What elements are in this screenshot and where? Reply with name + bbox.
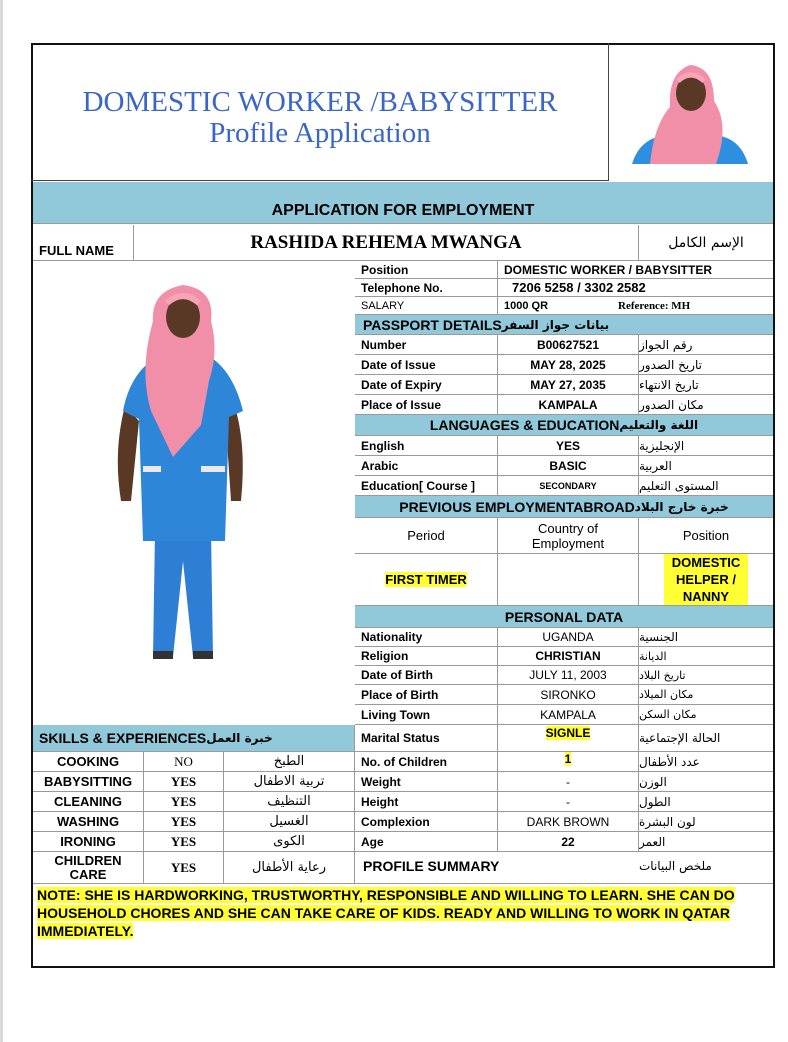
passport-value: KAMPALA bbox=[498, 395, 639, 415]
passport-label-ar: مكان الصدور bbox=[639, 395, 773, 415]
previous-position-value: DOMESTIC HELPER / NANNY bbox=[664, 554, 748, 605]
personal-value: KAMPALA bbox=[498, 705, 639, 725]
personal-label: Age bbox=[355, 832, 498, 852]
skill-value: YES bbox=[144, 772, 224, 792]
passport-label: Date of Issue bbox=[355, 355, 498, 375]
education-label-ar: المستوى التعليم bbox=[639, 476, 773, 496]
passport-heading-ar: بيانات جواز السفر bbox=[501, 317, 610, 332]
personal-label-ar: الطول bbox=[639, 792, 773, 812]
summary-note-box bbox=[37, 886, 771, 940]
language-label-ar: الإنجليزية bbox=[639, 436, 773, 456]
skill-value: YES bbox=[144, 792, 224, 812]
col-position-header: Position bbox=[639, 518, 773, 554]
personal-value: SIGNLE bbox=[545, 726, 591, 740]
personal-value: - bbox=[498, 792, 639, 812]
col-country-header: Country of Employment bbox=[498, 518, 639, 554]
passport-value: MAY 27, 2035 bbox=[498, 375, 639, 395]
profile-summary-heading-ar: ملخص البيانات bbox=[639, 852, 773, 884]
passport-value: MAY 28, 2025 bbox=[498, 355, 639, 375]
language-value: YES bbox=[498, 436, 639, 456]
skill-label: CHILDREN CARE bbox=[33, 852, 144, 884]
skill-label-ar: الكوى bbox=[224, 832, 355, 852]
personal-label-ar: الديانة bbox=[639, 647, 773, 666]
skill-label-ar: تربية الاطفال bbox=[224, 772, 355, 792]
languages-heading bbox=[355, 415, 773, 436]
passport-value: B00627521 bbox=[498, 335, 639, 355]
profile-photo-large bbox=[33, 261, 355, 724]
personal-label: Place of Birth bbox=[355, 685, 498, 705]
language-label: English bbox=[355, 436, 498, 456]
position-cell bbox=[639, 554, 773, 606]
skills-heading-ar: خبرة العمل bbox=[206, 731, 273, 745]
personal-label: No. of Children bbox=[355, 752, 498, 772]
passport-heading-text: PASSPORT DETAILS bbox=[363, 316, 502, 333]
personal-label-ar: لون البشرة bbox=[639, 812, 773, 832]
personal-value: 1 bbox=[564, 752, 572, 766]
salary-label: SALARY bbox=[355, 297, 498, 315]
personal-value: JULY 11, 2003 bbox=[498, 666, 639, 685]
children-cell bbox=[498, 752, 639, 772]
education-value: SECONDARY bbox=[498, 476, 639, 496]
skill-value: YES bbox=[144, 812, 224, 832]
skill-label-ar: الغسيل bbox=[224, 812, 355, 832]
title-line-1: DOMESTIC WORKER /BABYSITTER bbox=[82, 86, 558, 118]
language-value: BASIC bbox=[498, 456, 639, 476]
application-banner: APPLICATION FOR EMPLOYMENT bbox=[33, 182, 773, 224]
previous-employment-heading-text: PREVIOUS EMPLOYMENTABROAD bbox=[399, 498, 635, 515]
title-line-2: Profile Application bbox=[209, 117, 431, 149]
profile-photo-small bbox=[610, 45, 773, 181]
passport-label-ar: تاريخ الصدور bbox=[639, 355, 773, 375]
skill-value: YES bbox=[144, 832, 224, 852]
passport-label-ar: رقم الجواز bbox=[639, 335, 773, 355]
personal-label-ar: العمر bbox=[639, 832, 773, 852]
position-value: DOMESTIC WORKER / BABYSITTER bbox=[498, 261, 773, 279]
passport-label: Date of Expiry bbox=[355, 375, 498, 395]
passport-label: Place of Issue bbox=[355, 395, 498, 415]
summary-note: NOTE: SHE IS HARDWORKING, TRUSTWORTHY, RESPONSIBLE AND WILLING TO LEARN. SHE CAN DO HOUSEHOLD CHORES AND SHE CAN TAKE CARE OF KIDS. READY AND WILLING TO WORK IN QATAR IMMEDIATELY. bbox=[37, 887, 735, 939]
skill-label: WASHING bbox=[33, 812, 144, 832]
page-edge bbox=[0, 0, 3, 1042]
education-label: Education[ Course ] bbox=[355, 476, 498, 496]
skill-label: COOKING bbox=[33, 752, 144, 772]
personal-value: 22 bbox=[498, 832, 639, 852]
marital-cell bbox=[498, 725, 639, 752]
skill-label: IRONING bbox=[33, 832, 144, 852]
previous-employment-heading-ar: خبرة خارج البلاد bbox=[634, 499, 729, 514]
personal-label: Religion bbox=[355, 647, 498, 666]
language-label: Arabic bbox=[355, 456, 498, 476]
personal-label-ar: مكان الميلاد bbox=[639, 685, 773, 705]
skill-label-ar: الطبخ bbox=[224, 752, 355, 772]
previous-employment-heading bbox=[355, 496, 773, 518]
skills-heading-text: SKILLS & EXPERIENCES bbox=[39, 730, 207, 746]
personal-label-ar: تاريخ البلاد bbox=[639, 666, 773, 685]
personal-label-ar: الحالة الإجتماعية bbox=[639, 725, 773, 752]
personal-label: Nationality bbox=[355, 628, 498, 647]
skill-label: BABYSITTING bbox=[33, 772, 144, 792]
passport-label-ar: تاريخ الانتهاء bbox=[639, 375, 773, 395]
personal-value: UGANDA bbox=[498, 628, 639, 647]
full-name-value: RASHIDA REHEMA MWANGA bbox=[134, 225, 639, 261]
telephone-value: 7206 5258 / 3302 2582 bbox=[498, 279, 773, 297]
personal-label-ar: الجنسية bbox=[639, 628, 773, 647]
salary-value: 1000 QR bbox=[498, 297, 614, 315]
skill-label-ar: رعاية الأطفال bbox=[224, 852, 355, 884]
personal-label-ar: عدد الأطفال bbox=[639, 752, 773, 772]
skills-heading bbox=[33, 725, 355, 752]
languages-heading-ar: اللغة والتعليم bbox=[619, 418, 699, 432]
skill-value: YES bbox=[144, 852, 224, 884]
personal-label: Weight bbox=[355, 772, 498, 792]
full-name-label: FULL NAME bbox=[33, 225, 134, 261]
languages-heading-text: LANGUAGES & EDUCATION bbox=[429, 417, 620, 433]
personal-label: Date of Birth bbox=[355, 666, 498, 685]
personal-value: DARK BROWN bbox=[498, 812, 639, 832]
telephone-label: Telephone No. bbox=[355, 279, 498, 297]
period-value: FIRST TIMER bbox=[385, 572, 467, 587]
reference-value: Reference: MH bbox=[614, 297, 773, 315]
language-label-ar: العربية bbox=[639, 456, 773, 476]
personal-data-heading: PERSONAL DATA bbox=[355, 606, 773, 628]
personal-label: Complexion bbox=[355, 812, 498, 832]
col-period-header: Period bbox=[355, 518, 498, 554]
skill-label-ar: التنظيف bbox=[224, 792, 355, 812]
personal-label-ar: مكان السكن bbox=[639, 705, 773, 725]
passport-heading bbox=[355, 315, 773, 335]
personal-label: Living Town bbox=[355, 705, 498, 725]
country-value bbox=[498, 554, 639, 606]
period-cell bbox=[355, 554, 498, 606]
skill-label: CLEANING bbox=[33, 792, 144, 812]
personal-value: CHRISTIAN bbox=[498, 647, 639, 666]
personal-value: SIRONKO bbox=[498, 685, 639, 705]
personal-label: Marital Status bbox=[355, 725, 498, 752]
profile-summary-heading: PROFILE SUMMARY bbox=[355, 852, 639, 884]
full-name-label-ar: الإسم الكامل bbox=[639, 225, 773, 261]
personal-label-ar: الوزن bbox=[639, 772, 773, 792]
personal-label: Height bbox=[355, 792, 498, 812]
personal-value: - bbox=[498, 772, 639, 792]
passport-label: Number bbox=[355, 335, 498, 355]
skill-value: NO bbox=[144, 752, 224, 772]
position-label: Position bbox=[355, 261, 498, 279]
